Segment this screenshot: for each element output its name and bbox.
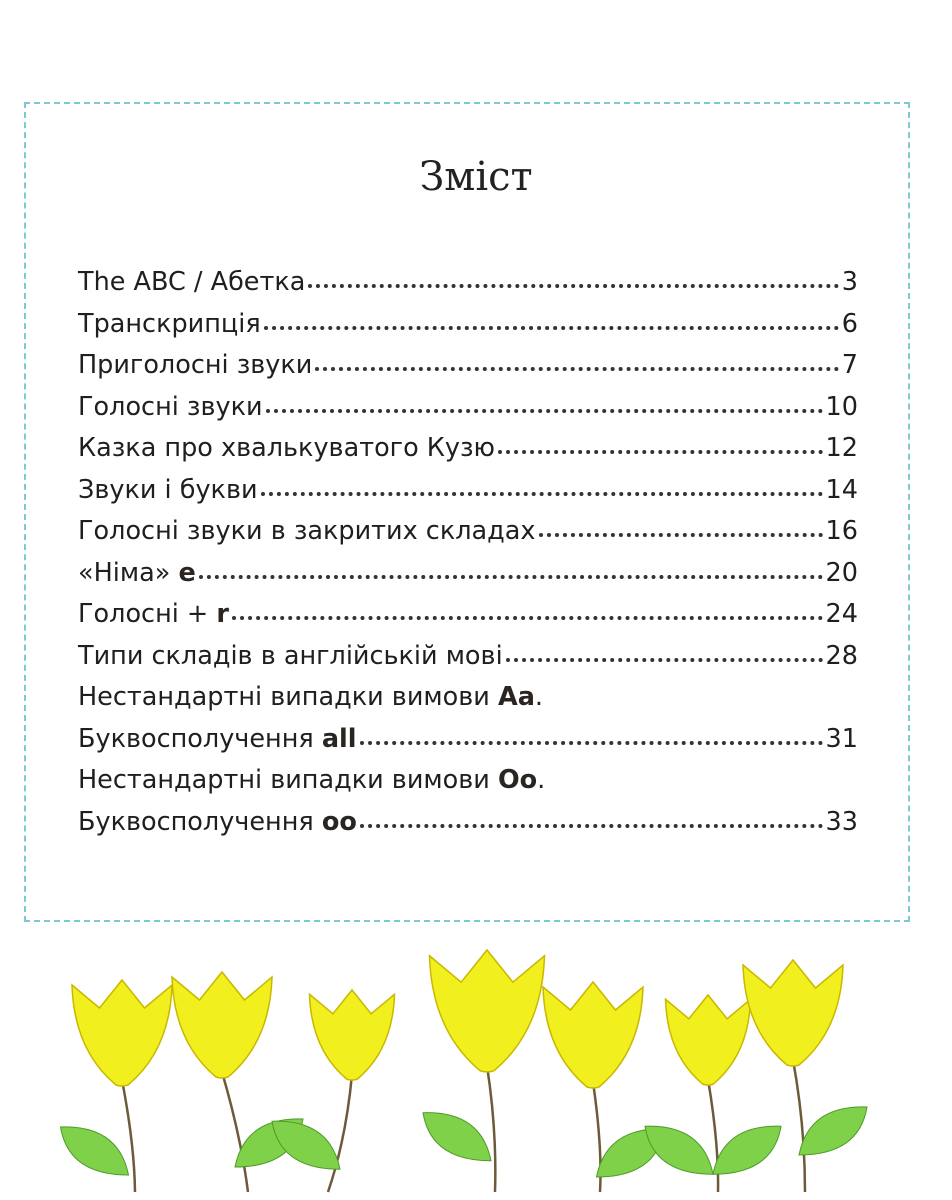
tulip-head: [310, 990, 395, 1080]
leader-dots: [539, 529, 823, 537]
toc-entry[interactable]: [78, 594, 858, 636]
toc-entry[interactable]: [78, 428, 858, 470]
toc-entry-label: The ABC / Абетка: [78, 267, 306, 297]
toc-page-number: 33: [825, 806, 858, 837]
toc-page-number: 16: [825, 516, 858, 546]
leader-dots: [506, 654, 823, 662]
toc-page-number: 12: [825, 433, 858, 463]
toc-page-number: 28: [825, 640, 858, 671]
tulip-stem: [793, 1060, 805, 1192]
leader-dots: [261, 488, 823, 496]
leader-dots: [308, 280, 838, 288]
tulip-flower: [272, 990, 395, 1192]
tulip-flower: [172, 972, 303, 1192]
toc-entry[interactable]: [78, 262, 858, 304]
toc-page-number: 7: [841, 350, 858, 380]
toc-page-number: 31: [825, 723, 858, 754]
toc-page-number: 20: [825, 557, 858, 588]
tulip-flower: [61, 980, 173, 1192]
tulip-leaf: [799, 1107, 867, 1155]
toc-entry[interactable]: [78, 387, 858, 429]
tulip-head: [72, 980, 172, 1086]
toc-entry-label: Транскрипція: [78, 308, 261, 339]
leader-dots: [315, 363, 838, 371]
toc-entry-label: Типи складів в англійській мові: [78, 640, 503, 671]
toc-entry[interactable]: [78, 511, 858, 553]
tulip-leaf: [272, 1121, 340, 1169]
tulip-head: [430, 950, 545, 1072]
tulip-head: [743, 960, 843, 1066]
toc-entry-label: Приголосні звуки: [78, 350, 313, 380]
tulip-leaf: [61, 1127, 129, 1175]
leader-dots: [360, 737, 823, 745]
leader-dots: [199, 571, 823, 579]
tulip-leaf: [713, 1126, 781, 1174]
tulip-head: [666, 995, 751, 1085]
toc-entry[interactable]: [78, 636, 858, 678]
toc-entry-label: Нестандартні випадки вимови Oo.: [78, 765, 546, 795]
tulip-stem: [487, 1066, 495, 1192]
toc-entry[interactable]: [78, 345, 858, 387]
toc-page-number: 14: [825, 474, 858, 505]
toc-entry: [78, 677, 858, 719]
toc-page-number: 6: [841, 308, 858, 339]
leader-dots: [498, 446, 823, 454]
toc-page-number: 3: [841, 267, 858, 297]
tulip-stem: [708, 1079, 718, 1192]
toc-entry-label: Нестандартні випадки вимови Aa.: [78, 682, 544, 712]
toc-entry[interactable]: [78, 304, 858, 346]
tulip-illustration: [0, 930, 952, 1200]
toc-entry-label: Буквосполучення oo: [78, 806, 357, 837]
tulip-flower: [543, 982, 665, 1192]
tulip-stem: [328, 1074, 352, 1192]
toc-page-number: 24: [825, 599, 858, 629]
toc-entry[interactable]: [78, 553, 858, 595]
tulip-head: [172, 972, 272, 1078]
table-of-contents: [78, 262, 858, 843]
tulip-leaf: [423, 1113, 491, 1161]
leader-dots: [232, 612, 823, 620]
toc-entry[interactable]: [78, 802, 858, 844]
tulip-stem: [222, 1072, 248, 1192]
toc-entry-label: Голосні звуки: [78, 391, 263, 422]
toc-entry-label: Голосні + r: [78, 599, 229, 629]
toc-entry-label: Буквосполучення all: [78, 723, 357, 754]
tulip-leaf: [645, 1126, 713, 1174]
toc-entry-label: Голосні звуки в закритих складах: [78, 516, 536, 546]
leader-dots: [360, 820, 823, 828]
toc-entry: [78, 760, 858, 802]
leader-dots: [266, 405, 823, 413]
toc-entry-label: Казка про хвалькуватого Кузю: [78, 433, 495, 463]
tulip-flower: [423, 950, 545, 1192]
toc-page-number: 10: [825, 391, 858, 422]
page-title: Зміст: [419, 154, 533, 200]
leader-dots: [264, 322, 839, 330]
toc-entry[interactable]: [78, 470, 858, 512]
toc-entry[interactable]: [78, 719, 858, 761]
tulip-head: [543, 982, 643, 1088]
toc-entry-label: «Німа» e: [78, 557, 196, 588]
toc-entry-label: Звуки і букви: [78, 474, 258, 505]
